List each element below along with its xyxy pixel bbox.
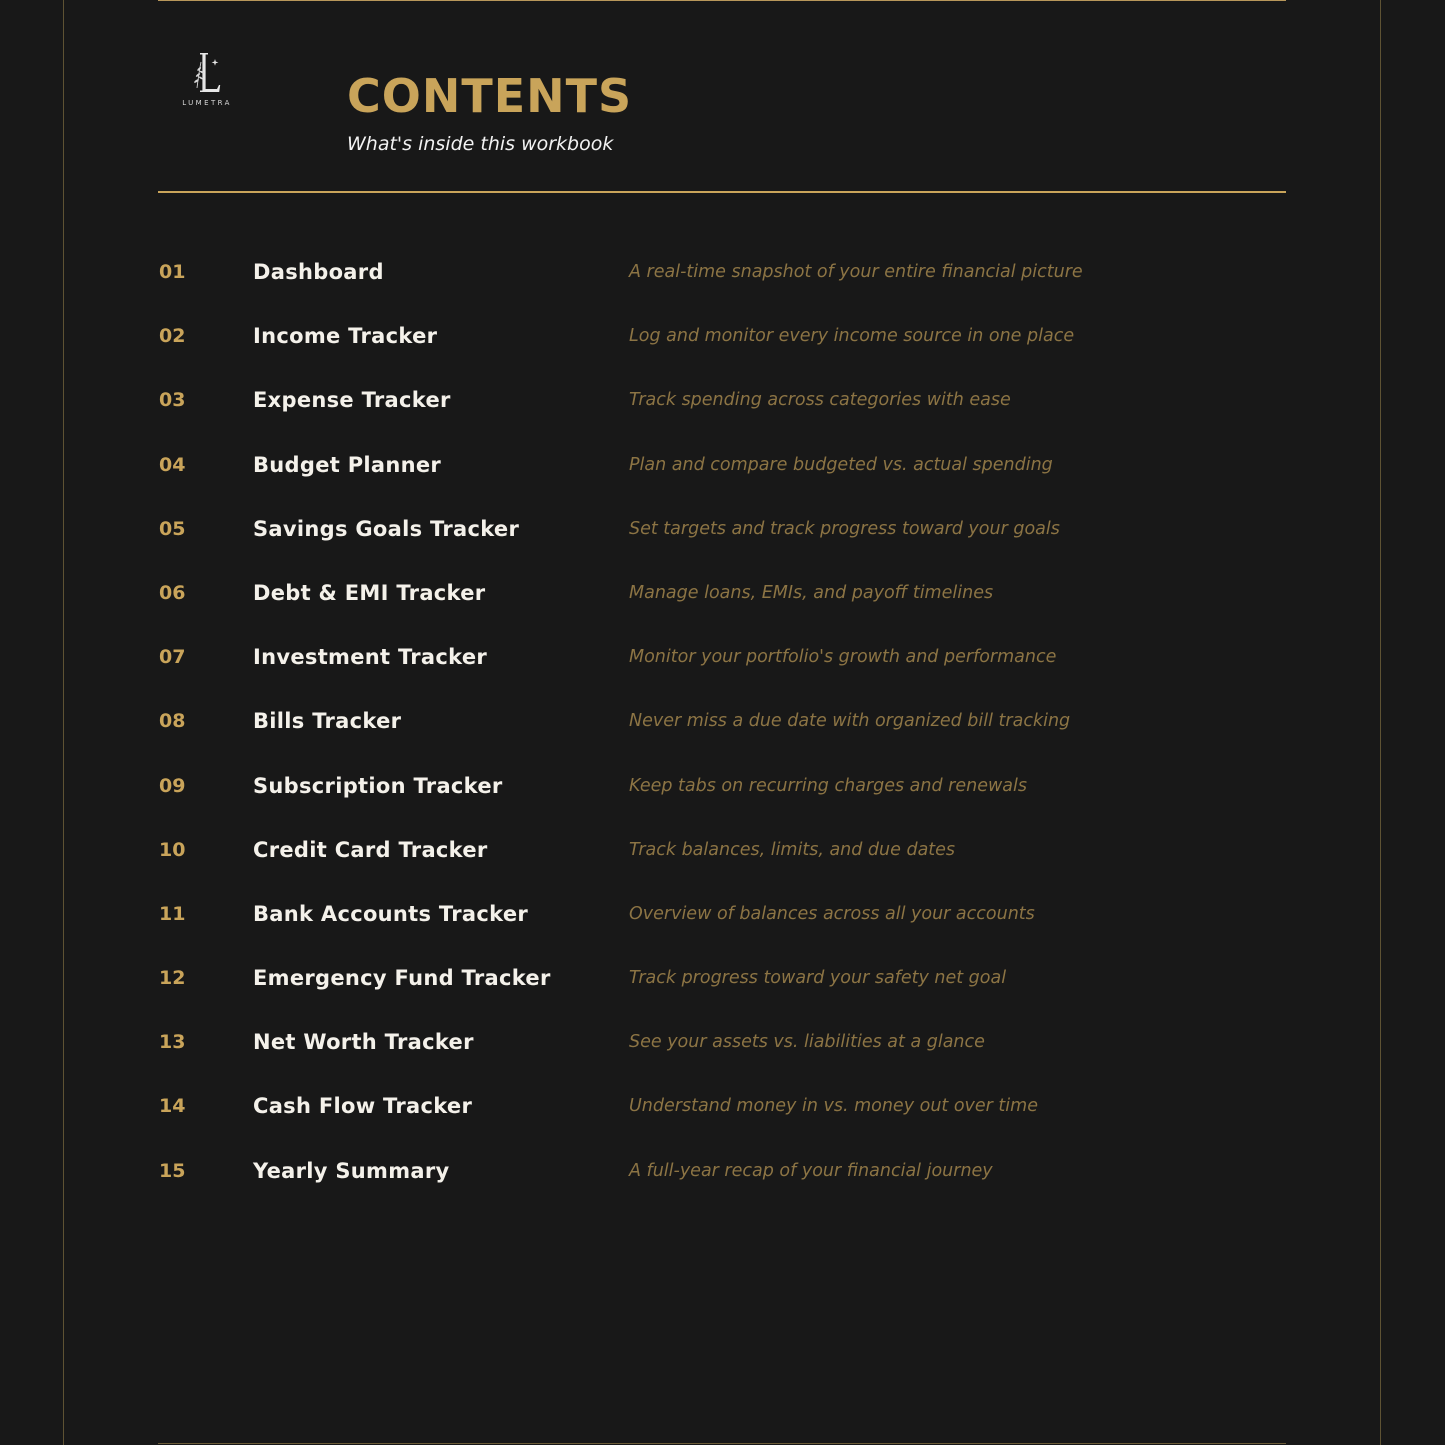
- toc-item-number: 10: [159, 838, 186, 861]
- toc-item-description: Set targets and track progress toward your goals: [629, 518, 1060, 539]
- toc-item-description: Track spending across categories with ease: [629, 390, 1011, 411]
- toc-item-title: Emergency Fund Tracker: [253, 966, 551, 991]
- frame-left-border: [63, 0, 64, 1445]
- toc-item-income-tracker[interactable]: [158, 304, 1286, 368]
- toc-item-title: Savings Goals Tracker: [253, 516, 520, 541]
- toc-item-title: Income Tracker: [253, 324, 438, 349]
- toc-item-title: Subscription Tracker: [253, 773, 503, 798]
- header-divider: [158, 191, 1286, 193]
- toc-item-debt-emi-tracker[interactable]: [158, 561, 1286, 625]
- toc-item-number: 13: [159, 1031, 186, 1054]
- toc-item-description: A full-year recap of your financial journey: [629, 1160, 993, 1181]
- toc-item-number: 08: [159, 710, 186, 733]
- toc-item-title: Expense Tracker: [253, 388, 451, 413]
- toc-item-description: Never miss a due date with organized bill tracking: [629, 711, 1071, 732]
- toc-item-number: 03: [159, 389, 186, 412]
- toc-item-number: 04: [159, 453, 186, 476]
- toc-item-description: See your assets vs. liabilities at a glance: [629, 1032, 985, 1053]
- toc-item-number: 02: [159, 325, 186, 348]
- toc-item-description: Plan and compare budgeted vs. actual spending: [629, 454, 1053, 475]
- toc-item-title: Bills Tracker: [253, 709, 402, 734]
- page-subtitle: What's inside this workbook: [347, 133, 614, 155]
- toc-item-title: Budget Planner: [253, 452, 442, 477]
- bottom-rule: [158, 1443, 1286, 1444]
- toc-item-number: 06: [159, 581, 186, 604]
- toc-item-description: Track balances, limits, and due dates: [629, 839, 956, 860]
- toc-item-number: 11: [159, 902, 186, 925]
- toc-item-number: 09: [159, 774, 186, 797]
- toc-item-number: 01: [159, 261, 186, 283]
- toc-item-description: A real-time snapshot of your entire financial picture: [629, 262, 1083, 282]
- toc-item-description: Manage loans, EMIs, and payoff timelines: [629, 582, 994, 603]
- toc-item-title: Dashboard: [253, 260, 384, 284]
- toc-item-title: Investment Tracker: [253, 645, 488, 670]
- toc-item-number: 15: [159, 1159, 186, 1182]
- toc-item-title: Net Worth Tracker: [253, 1030, 474, 1055]
- toc-item-expense-tracker[interactable]: [158, 368, 1286, 432]
- toc-item-investment-tracker[interactable]: [158, 625, 1286, 689]
- toc-item-number: 12: [159, 967, 186, 990]
- toc-item-yearly-summary[interactable]: [158, 1139, 1286, 1203]
- toc-item-cash-flow-tracker[interactable]: [158, 1074, 1286, 1138]
- toc-item-subscription-tracker[interactable]: [158, 754, 1286, 818]
- toc-item-credit-card-tracker[interactable]: [158, 818, 1286, 882]
- toc-item-description: Monitor your portfolio's growth and performance: [629, 647, 1057, 668]
- toc-item-budget-planner[interactable]: [158, 433, 1286, 497]
- page-title: CONTENTS: [347, 69, 633, 123]
- top-rule: [158, 0, 1286, 1]
- logo-wordmark: LUMETRA: [182, 99, 232, 107]
- toc-item-title: Bank Accounts Tracker: [253, 901, 529, 926]
- toc-item-number: 07: [159, 646, 186, 669]
- frame-right-border: [1380, 0, 1381, 1445]
- toc-item-description: Understand money in vs. money out over time: [629, 1096, 1038, 1117]
- brand-logo: [170, 48, 244, 110]
- toc-item-number: 14: [159, 1095, 186, 1118]
- toc-item-bills-tracker[interactable]: [158, 689, 1286, 753]
- toc-item-title: Debt & EMI Tracker: [253, 580, 486, 605]
- toc-item-title: Cash Flow Tracker: [253, 1094, 473, 1119]
- toc-item-description: Track progress toward your safety net goal: [629, 968, 1007, 989]
- table-of-contents: [158, 240, 1286, 1203]
- toc-item-description: Log and monitor every income source in one place: [629, 326, 1075, 347]
- toc-item-title: Yearly Summary: [253, 1158, 450, 1183]
- toc-item-savings-goals-tracker[interactable]: [158, 497, 1286, 561]
- toc-item-number: 05: [159, 517, 186, 540]
- toc-item-dashboard[interactable]: [158, 240, 1286, 304]
- toc-item-emergency-fund-tracker[interactable]: [158, 946, 1286, 1010]
- toc-item-title: Credit Card Tracker: [253, 837, 488, 862]
- toc-item-description: Overview of balances across all your accounts: [629, 903, 1035, 924]
- toc-item-net-worth-tracker[interactable]: [158, 1010, 1286, 1074]
- toc-item-bank-accounts-tracker[interactable]: [158, 882, 1286, 946]
- monogram-l-leaf-icon: [170, 48, 244, 98]
- toc-item-description: Keep tabs on recurring charges and renewals: [629, 775, 1027, 796]
